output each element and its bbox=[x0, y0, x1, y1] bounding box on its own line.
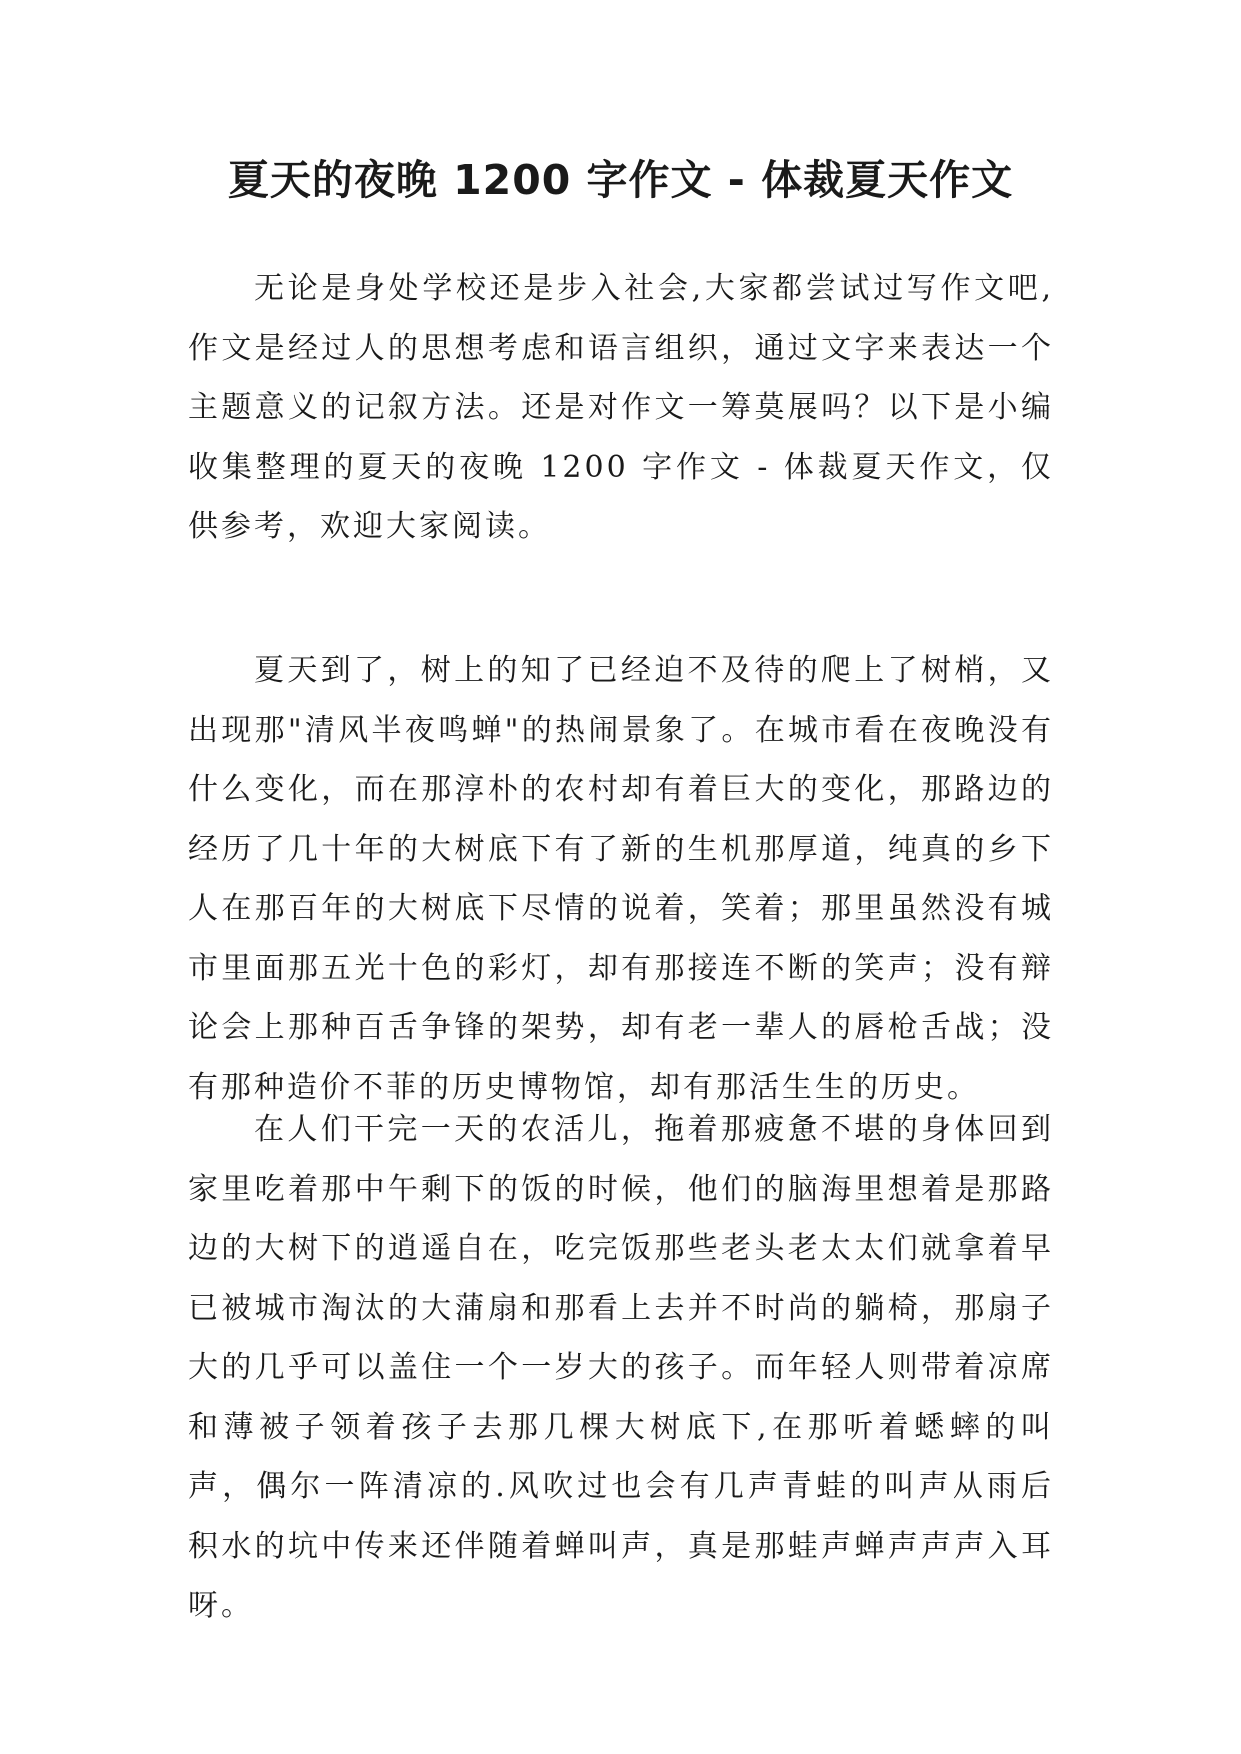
paragraph-summer-arrives: 夏天到了，树上的知了已经迫不及待的爬上了树梢，又出现那"清风半夜鸣蝉"的热闹景象了。在城市看在夜晚没有什么变化，而在那淳朴的农村却有着巨大的变化，那路边的经历了几十年的大树底下有了新的生机那厚道，纯真的乡下人在那百年的大树底下尽情的说着，笑着；那里虽然没有城市里面那五光十色的彩灯，却有那接连不断的笑声；没有辩论会上那种百舌争锋的架势，却有老一辈人的唇枪舌战；没有那种造价不菲的历史博物馆，却有那活生生的历史。 bbox=[188, 653, 1054, 1105]
paragraph-intro: 无论是身处学校还是步入社会,大家都尝试过写作文吧,作文是经过人的思想考虑和语言组织，通过文字来表达一个主题意义的记叙方法。还是对作文一筹莫展吗？以下是小编收集整理的夏天的夜晚 1200 字作文 - 体裁夏天作文，仅供参考，欢迎大家阅读。 bbox=[188, 271, 1054, 544]
paragraph-evening-under-trees: 在人们干完一天的农活儿，拖着那疲惫不堪的身体回到家里吃着那中午剩下的饭的时候，他们的脑海里想着是那路边的大树下的逍遥自在，吃完饭那些老头老太太们就拿着早已被城市淘汰的大蒲扇和那看上去并不时尚的躺椅，那扇子大的几乎可以盖住一个一岁大的孩子。而年轻人则带着凉席和薄被子领着孩子去那几棵大树底下,在那听着蟋蟀的叫声，偶尔一阵清凉的.风吹过也会有几声青蛙的叫声从雨后积水的坑中传来还伴随着蝉叫声，真是那蛙声蝉声声声入耳呀。 bbox=[188, 1112, 1054, 1623]
document-title: 夏天的夜晚 1200 字作文 - 体裁夏天作文 bbox=[227, 156, 1014, 204]
